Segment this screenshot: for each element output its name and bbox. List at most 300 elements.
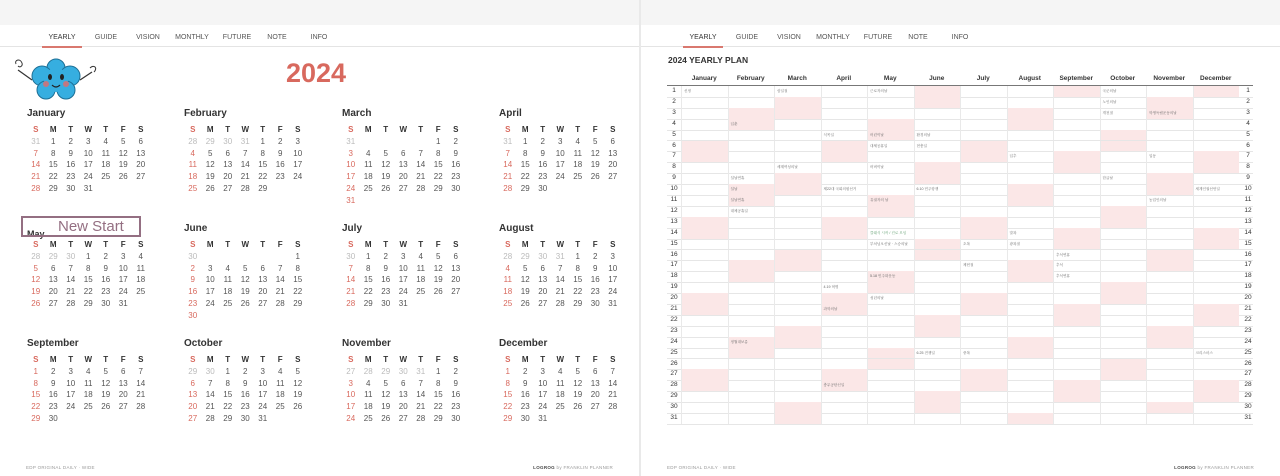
day-cell[interactable]: 2 bbox=[523, 366, 528, 376]
plan-cell[interactable] bbox=[774, 108, 821, 119]
day-cell[interactable]: 5 bbox=[383, 148, 388, 158]
plan-cell[interactable] bbox=[1146, 402, 1193, 413]
day-cell[interactable]: 27 bbox=[136, 172, 146, 182]
day-cell[interactable]: 24 bbox=[398, 287, 408, 297]
plan-cell[interactable] bbox=[774, 217, 821, 228]
plan-cell[interactable] bbox=[1100, 162, 1147, 173]
day-cell[interactable]: 2 bbox=[593, 251, 598, 261]
day-cell[interactable]: 26 bbox=[433, 287, 443, 297]
day-cell[interactable]: 2 bbox=[278, 136, 283, 146]
day-cell[interactable]: 22 bbox=[293, 287, 303, 297]
plan-cell[interactable] bbox=[774, 304, 821, 315]
plan-cell[interactable] bbox=[774, 130, 821, 141]
plan-cell[interactable] bbox=[1146, 217, 1193, 228]
day-cell[interactable]: 9 bbox=[51, 378, 56, 388]
plan-cell[interactable] bbox=[774, 293, 821, 304]
day-cell[interactable]: 15 bbox=[433, 160, 443, 170]
plan-cell[interactable] bbox=[821, 369, 868, 380]
tab-note[interactable]: NOTE bbox=[258, 30, 296, 46]
plan-cell[interactable] bbox=[681, 282, 728, 293]
day-cell[interactable]: 12 bbox=[101, 378, 111, 388]
day-cell[interactable]: 16 bbox=[240, 390, 250, 400]
plan-cell[interactable] bbox=[681, 369, 728, 380]
day-cell[interactable]: 26 bbox=[31, 298, 41, 308]
plan-cell[interactable] bbox=[1146, 206, 1193, 217]
day-cell[interactable]: 18 bbox=[83, 390, 93, 400]
day-cell[interactable]: 28 bbox=[416, 183, 426, 193]
day-cell[interactable]: 23 bbox=[275, 172, 285, 182]
day-cell[interactable]: 14 bbox=[275, 275, 285, 285]
day-cell[interactable]: 23 bbox=[451, 402, 461, 412]
plan-cell[interactable] bbox=[960, 369, 1007, 380]
plan-cell[interactable] bbox=[1193, 260, 1240, 271]
day-cell[interactable]: 29 bbox=[433, 413, 443, 423]
plan-cell[interactable] bbox=[867, 315, 914, 326]
day-cell[interactable]: 2 bbox=[453, 136, 458, 146]
day-cell[interactable]: 22 bbox=[573, 287, 583, 297]
plan-cell[interactable] bbox=[1193, 359, 1240, 370]
day-cell[interactable]: 24 bbox=[118, 287, 128, 297]
plan-cell[interactable] bbox=[681, 108, 728, 119]
day-cell[interactable]: 26 bbox=[118, 172, 128, 182]
plan-cell[interactable] bbox=[1053, 239, 1100, 250]
plan-cell[interactable] bbox=[1146, 293, 1193, 304]
day-cell[interactable]: 5 bbox=[121, 136, 126, 146]
plan-cell[interactable] bbox=[960, 228, 1007, 239]
plan-cell[interactable] bbox=[1053, 108, 1100, 119]
plan-cell[interactable] bbox=[1146, 282, 1193, 293]
plan-cell[interactable] bbox=[1193, 108, 1240, 119]
day-cell[interactable]: 4 bbox=[575, 136, 580, 146]
day-cell[interactable]: 12 bbox=[433, 263, 443, 273]
plan-cell[interactable] bbox=[1007, 337, 1054, 348]
plan-cell[interactable] bbox=[821, 359, 868, 370]
day-cell[interactable]: 22 bbox=[258, 172, 268, 182]
day-cell[interactable]: 15 bbox=[520, 160, 530, 170]
plan-cell[interactable] bbox=[821, 97, 868, 108]
day-cell[interactable]: 6 bbox=[51, 263, 56, 273]
plan-cell[interactable] bbox=[774, 119, 821, 130]
plan-cell[interactable] bbox=[728, 97, 775, 108]
day-cell[interactable]: 5 bbox=[103, 366, 108, 376]
day-cell[interactable]: 22 bbox=[83, 287, 93, 297]
plan-cell[interactable] bbox=[774, 184, 821, 195]
day-cell[interactable]: 13 bbox=[451, 263, 461, 273]
plan-cell[interactable] bbox=[1146, 130, 1193, 141]
day-cell[interactable]: 20 bbox=[258, 287, 268, 297]
plan-cell[interactable] bbox=[867, 119, 914, 130]
plan-cell[interactable] bbox=[1146, 239, 1193, 250]
day-cell[interactable]: 30 bbox=[590, 298, 600, 308]
day-cell[interactable]: 4 bbox=[366, 148, 371, 158]
plan-cell[interactable] bbox=[774, 97, 821, 108]
plan-cell[interactable] bbox=[681, 130, 728, 141]
day-cell[interactable]: 9 bbox=[243, 378, 248, 388]
plan-cell[interactable] bbox=[1100, 141, 1147, 152]
plan-cell[interactable] bbox=[1007, 173, 1054, 184]
day-cell[interactable]: 8 bbox=[436, 148, 441, 158]
day-cell[interactable]: 17 bbox=[293, 160, 303, 170]
plan-cell[interactable] bbox=[728, 304, 775, 315]
plan-cell[interactable] bbox=[867, 217, 914, 228]
plan-cell[interactable] bbox=[1146, 359, 1193, 370]
plan-cell[interactable] bbox=[1193, 141, 1240, 152]
day-cell[interactable]: 6 bbox=[401, 148, 406, 158]
plan-cell[interactable] bbox=[867, 97, 914, 108]
plan-cell[interactable] bbox=[1053, 86, 1100, 97]
day-cell[interactable]: 1 bbox=[575, 251, 580, 261]
day-cell[interactable]: 1 bbox=[436, 366, 441, 376]
plan-cell[interactable] bbox=[1100, 315, 1147, 326]
day-cell[interactable]: 25 bbox=[573, 172, 583, 182]
plan-cell[interactable] bbox=[867, 369, 914, 380]
day-cell[interactable]: 11 bbox=[276, 378, 285, 388]
plan-cell[interactable] bbox=[821, 173, 868, 184]
day-cell[interactable]: 22 bbox=[48, 172, 58, 182]
day-cell[interactable]: 12 bbox=[293, 378, 303, 388]
plan-cell[interactable] bbox=[1007, 293, 1054, 304]
plan-cell[interactable] bbox=[1007, 391, 1054, 402]
tab-guide[interactable]: GUIDE bbox=[86, 30, 126, 46]
plan-cell[interactable] bbox=[1053, 326, 1100, 337]
day-cell[interactable]: 29 bbox=[520, 183, 530, 193]
plan-cell[interactable] bbox=[1193, 391, 1240, 402]
plan-cell[interactable] bbox=[960, 391, 1007, 402]
day-cell[interactable]: 13 bbox=[48, 275, 58, 285]
plan-cell[interactable] bbox=[728, 151, 775, 162]
plan-cell[interactable] bbox=[681, 119, 728, 130]
day-cell[interactable]: 2 bbox=[540, 136, 545, 146]
day-cell[interactable]: 1 bbox=[225, 366, 230, 376]
plan-cell[interactable] bbox=[1053, 119, 1100, 130]
day-cell[interactable]: 6 bbox=[225, 148, 230, 158]
plan-cell[interactable] bbox=[728, 130, 775, 141]
plan-cell[interactable] bbox=[774, 206, 821, 217]
day-cell[interactable]: 20 bbox=[590, 390, 600, 400]
day-cell[interactable]: 21 bbox=[66, 287, 76, 297]
day-cell[interactable]: 21 bbox=[275, 287, 285, 297]
plan-cell[interactable] bbox=[1193, 97, 1240, 108]
day-cell[interactable]: 12 bbox=[118, 148, 128, 158]
day-cell[interactable]: 26 bbox=[573, 402, 583, 412]
plan-cell[interactable] bbox=[1053, 369, 1100, 380]
plan-cell[interactable] bbox=[821, 217, 868, 228]
day-cell[interactable]: 30 bbox=[451, 413, 461, 423]
plan-cell[interactable] bbox=[681, 162, 728, 173]
day-cell[interactable]: 21 bbox=[136, 390, 146, 400]
plan-cell[interactable] bbox=[1007, 86, 1054, 97]
day-cell[interactable]: 27 bbox=[451, 287, 461, 297]
day-cell[interactable]: 13 bbox=[223, 160, 233, 170]
day-cell[interactable]: 8 bbox=[260, 148, 265, 158]
plan-cell[interactable] bbox=[1100, 260, 1147, 271]
plan-cell[interactable] bbox=[1053, 151, 1100, 162]
plan-cell[interactable] bbox=[728, 359, 775, 370]
plan-cell[interactable] bbox=[914, 173, 961, 184]
day-cell[interactable]: 31 bbox=[83, 183, 93, 193]
day-cell[interactable]: 17 bbox=[538, 390, 548, 400]
plan-cell[interactable] bbox=[1193, 239, 1240, 250]
day-cell[interactable]: 17 bbox=[66, 390, 76, 400]
plan-cell[interactable] bbox=[1007, 413, 1054, 424]
day-cell[interactable]: 6 bbox=[190, 378, 195, 388]
day-cell[interactable]: 4 bbox=[505, 263, 510, 273]
day-cell[interactable]: 24 bbox=[258, 402, 268, 412]
plan-cell[interactable] bbox=[774, 348, 821, 359]
plan-cell[interactable] bbox=[681, 217, 728, 228]
day-cell[interactable]: 13 bbox=[608, 148, 618, 158]
plan-cell[interactable] bbox=[1053, 380, 1100, 391]
plan-cell[interactable] bbox=[960, 184, 1007, 195]
plan-cell[interactable] bbox=[821, 315, 868, 326]
day-cell[interactable]: 3 bbox=[540, 366, 545, 376]
plan-cell[interactable] bbox=[681, 228, 728, 239]
plan-cell[interactable] bbox=[914, 304, 961, 315]
plan-cell[interactable] bbox=[1193, 217, 1240, 228]
day-cell[interactable]: 29 bbox=[363, 298, 373, 308]
plan-cell[interactable] bbox=[821, 228, 868, 239]
day-cell[interactable]: 26 bbox=[381, 413, 391, 423]
day-cell[interactable]: 5 bbox=[523, 263, 528, 273]
day-cell[interactable]: 21 bbox=[608, 390, 618, 400]
plan-cell[interactable] bbox=[728, 380, 775, 391]
plan-cell[interactable] bbox=[914, 206, 961, 217]
plan-cell[interactable] bbox=[1100, 326, 1147, 337]
plan-cell[interactable] bbox=[1193, 326, 1240, 337]
plan-cell[interactable] bbox=[914, 337, 961, 348]
day-cell[interactable]: 15 bbox=[433, 390, 443, 400]
plan-cell[interactable] bbox=[1146, 337, 1193, 348]
day-cell[interactable]: 28 bbox=[346, 298, 356, 308]
plan-cell[interactable] bbox=[728, 250, 775, 261]
plan-cell[interactable] bbox=[960, 413, 1007, 424]
day-cell[interactable]: 28 bbox=[205, 413, 215, 423]
day-cell[interactable]: 20 bbox=[398, 172, 408, 182]
day-cell[interactable]: 20 bbox=[118, 390, 128, 400]
plan-cell[interactable] bbox=[914, 108, 961, 119]
day-cell[interactable]: 14 bbox=[205, 390, 215, 400]
plan-cell[interactable] bbox=[681, 413, 728, 424]
day-cell[interactable]: 1 bbox=[523, 136, 528, 146]
plan-cell[interactable] bbox=[1193, 162, 1240, 173]
plan-cell[interactable] bbox=[914, 250, 961, 261]
plan-cell[interactable] bbox=[1100, 130, 1147, 141]
plan-cell[interactable] bbox=[960, 271, 1007, 282]
plan-cell[interactable] bbox=[728, 402, 775, 413]
plan-cell[interactable] bbox=[1100, 217, 1147, 228]
plan-cell[interactable] bbox=[728, 315, 775, 326]
plan-cell[interactable] bbox=[1007, 348, 1054, 359]
day-cell[interactable]: 29 bbox=[573, 298, 583, 308]
day-cell[interactable]: 12 bbox=[240, 275, 250, 285]
plan-cell[interactable] bbox=[821, 250, 868, 261]
plan-cell[interactable] bbox=[774, 282, 821, 293]
day-cell[interactable]: 21 bbox=[240, 172, 250, 182]
day-cell[interactable]: 6 bbox=[610, 136, 615, 146]
plan-cell[interactable] bbox=[914, 413, 961, 424]
day-cell[interactable]: 19 bbox=[433, 275, 443, 285]
day-cell[interactable]: 8 bbox=[575, 263, 580, 273]
day-cell[interactable]: 20 bbox=[398, 402, 408, 412]
day-cell[interactable]: 2 bbox=[453, 366, 458, 376]
day-cell[interactable]: 27 bbox=[188, 413, 198, 423]
plan-cell[interactable] bbox=[681, 239, 728, 250]
day-cell[interactable]: 4 bbox=[86, 366, 91, 376]
day-cell[interactable]: 18 bbox=[101, 160, 111, 170]
day-cell[interactable]: 7 bbox=[33, 148, 38, 158]
plan-cell[interactable] bbox=[914, 228, 961, 239]
day-cell[interactable]: 10 bbox=[346, 390, 356, 400]
day-cell[interactable]: 7 bbox=[418, 148, 423, 158]
day-cell[interactable]: 25 bbox=[416, 287, 426, 297]
plan-cell[interactable] bbox=[1193, 250, 1240, 261]
plan-cell[interactable] bbox=[960, 141, 1007, 152]
day-cell[interactable]: 1 bbox=[51, 136, 56, 146]
day-cell[interactable]: 5 bbox=[33, 263, 38, 273]
plan-cell[interactable] bbox=[914, 86, 961, 97]
day-cell[interactable]: 13 bbox=[188, 390, 198, 400]
plan-cell[interactable] bbox=[1193, 337, 1240, 348]
day-cell[interactable]: 7 bbox=[208, 378, 213, 388]
day-cell[interactable]: 24 bbox=[83, 172, 93, 182]
day-cell[interactable]: 7 bbox=[418, 378, 423, 388]
day-cell[interactable]: 2 bbox=[190, 263, 195, 273]
day-cell[interactable]: 25 bbox=[101, 172, 111, 182]
day-cell[interactable]: 10 bbox=[118, 263, 128, 273]
plan-cell[interactable] bbox=[914, 239, 961, 250]
plan-cell[interactable] bbox=[774, 228, 821, 239]
day-cell[interactable]: 8 bbox=[225, 378, 230, 388]
day-cell[interactable]: 21 bbox=[555, 287, 565, 297]
day-cell[interactable]: 26 bbox=[520, 298, 530, 308]
day-cell[interactable]: 20 bbox=[608, 160, 618, 170]
day-cell[interactable]: 2 bbox=[103, 251, 108, 261]
day-cell[interactable]: 24 bbox=[66, 402, 76, 412]
day-cell[interactable]: 23 bbox=[538, 172, 548, 182]
day-cell[interactable]: 18 bbox=[416, 275, 426, 285]
plan-cell[interactable] bbox=[1100, 413, 1147, 424]
plan-cell[interactable] bbox=[1100, 184, 1147, 195]
day-cell[interactable]: 12 bbox=[590, 148, 600, 158]
day-cell[interactable]: 8 bbox=[295, 263, 300, 273]
plan-cell[interactable] bbox=[1100, 402, 1147, 413]
day-cell[interactable]: 5 bbox=[243, 263, 248, 273]
plan-cell[interactable] bbox=[681, 97, 728, 108]
day-cell[interactable]: 23 bbox=[240, 402, 250, 412]
day-cell[interactable]: 23 bbox=[590, 287, 600, 297]
plan-cell[interactable] bbox=[1007, 206, 1054, 217]
day-cell[interactable]: 21 bbox=[346, 287, 356, 297]
day-cell[interactable]: 7 bbox=[68, 263, 73, 273]
plan-cell[interactable] bbox=[1146, 119, 1193, 130]
day-cell[interactable]: 6 bbox=[453, 251, 458, 261]
day-cell[interactable]: 16 bbox=[520, 390, 530, 400]
day-cell[interactable]: 15 bbox=[503, 390, 513, 400]
plan-cell[interactable] bbox=[914, 326, 961, 337]
day-cell[interactable]: 3 bbox=[295, 136, 300, 146]
day-cell[interactable]: 19 bbox=[520, 287, 530, 297]
plan-cell[interactable] bbox=[728, 141, 775, 152]
plan-cell[interactable] bbox=[1146, 141, 1193, 152]
plan-cell[interactable] bbox=[1007, 402, 1054, 413]
day-cell[interactable]: 9 bbox=[453, 378, 458, 388]
plan-cell[interactable] bbox=[821, 337, 868, 348]
plan-cell[interactable] bbox=[681, 250, 728, 261]
day-cell[interactable]: 15 bbox=[293, 275, 303, 285]
day-cell[interactable]: 3 bbox=[558, 136, 563, 146]
plan-cell[interactable] bbox=[1193, 402, 1240, 413]
day-cell[interactable]: 29 bbox=[223, 413, 233, 423]
day-cell[interactable]: 24 bbox=[555, 172, 565, 182]
day-cell[interactable]: 19 bbox=[240, 287, 250, 297]
plan-cell[interactable] bbox=[1146, 413, 1193, 424]
plan-cell[interactable] bbox=[867, 391, 914, 402]
plan-cell[interactable] bbox=[1053, 228, 1100, 239]
plan-cell[interactable] bbox=[1100, 282, 1147, 293]
plan-cell[interactable] bbox=[1100, 380, 1147, 391]
plan-cell[interactable] bbox=[1007, 184, 1054, 195]
plan-cell[interactable] bbox=[1007, 380, 1054, 391]
day-cell[interactable]: 13 bbox=[538, 275, 548, 285]
plan-cell[interactable] bbox=[1146, 260, 1193, 271]
day-cell[interactable]: 28 bbox=[66, 298, 76, 308]
day-cell[interactable]: 15 bbox=[363, 275, 373, 285]
plan-cell[interactable] bbox=[914, 119, 961, 130]
plan-cell[interactable] bbox=[681, 359, 728, 370]
day-cell[interactable]: 14 bbox=[416, 390, 426, 400]
day-cell[interactable]: 25 bbox=[188, 183, 198, 193]
day-cell[interactable]: 21 bbox=[31, 172, 41, 182]
plan-cell[interactable] bbox=[821, 391, 868, 402]
day-cell[interactable]: 18 bbox=[573, 160, 583, 170]
day-cell[interactable]: 23 bbox=[66, 172, 76, 182]
plan-cell[interactable] bbox=[821, 195, 868, 206]
day-cell[interactable]: 12 bbox=[381, 160, 391, 170]
plan-cell[interactable] bbox=[960, 359, 1007, 370]
day-cell[interactable]: 22 bbox=[363, 287, 373, 297]
plan-cell[interactable] bbox=[728, 228, 775, 239]
plan-cell[interactable] bbox=[821, 293, 868, 304]
day-cell[interactable]: 3 bbox=[121, 251, 126, 261]
plan-cell[interactable] bbox=[1146, 86, 1193, 97]
day-cell[interactable]: 6 bbox=[121, 366, 126, 376]
day-cell[interactable]: 24 bbox=[293, 172, 303, 182]
day-cell[interactable]: 15 bbox=[31, 390, 41, 400]
plan-cell[interactable] bbox=[867, 184, 914, 195]
plan-cell[interactable] bbox=[681, 260, 728, 271]
tab-future[interactable]: FUTURE bbox=[858, 30, 898, 46]
day-cell[interactable]: 27 bbox=[223, 183, 233, 193]
day-cell[interactable]: 6 bbox=[401, 378, 406, 388]
plan-cell[interactable] bbox=[1193, 206, 1240, 217]
day-cell[interactable]: 19 bbox=[381, 172, 391, 182]
day-cell[interactable]: 14 bbox=[31, 160, 41, 170]
plan-cell[interactable] bbox=[960, 97, 1007, 108]
plan-cell[interactable] bbox=[960, 108, 1007, 119]
plan-cell[interactable] bbox=[681, 380, 728, 391]
day-cell[interactable]: 11 bbox=[188, 160, 197, 170]
plan-cell[interactable] bbox=[914, 217, 961, 228]
plan-cell[interactable] bbox=[1193, 413, 1240, 424]
plan-cell[interactable] bbox=[1100, 369, 1147, 380]
plan-cell[interactable] bbox=[867, 250, 914, 261]
day-cell[interactable]: 14 bbox=[555, 275, 565, 285]
day-cell[interactable]: 3 bbox=[68, 366, 73, 376]
day-cell[interactable]: 3 bbox=[348, 148, 353, 158]
day-cell[interactable]: 25 bbox=[363, 183, 373, 193]
day-cell[interactable]: 31 bbox=[538, 413, 548, 423]
day-cell[interactable]: 17 bbox=[205, 287, 215, 297]
